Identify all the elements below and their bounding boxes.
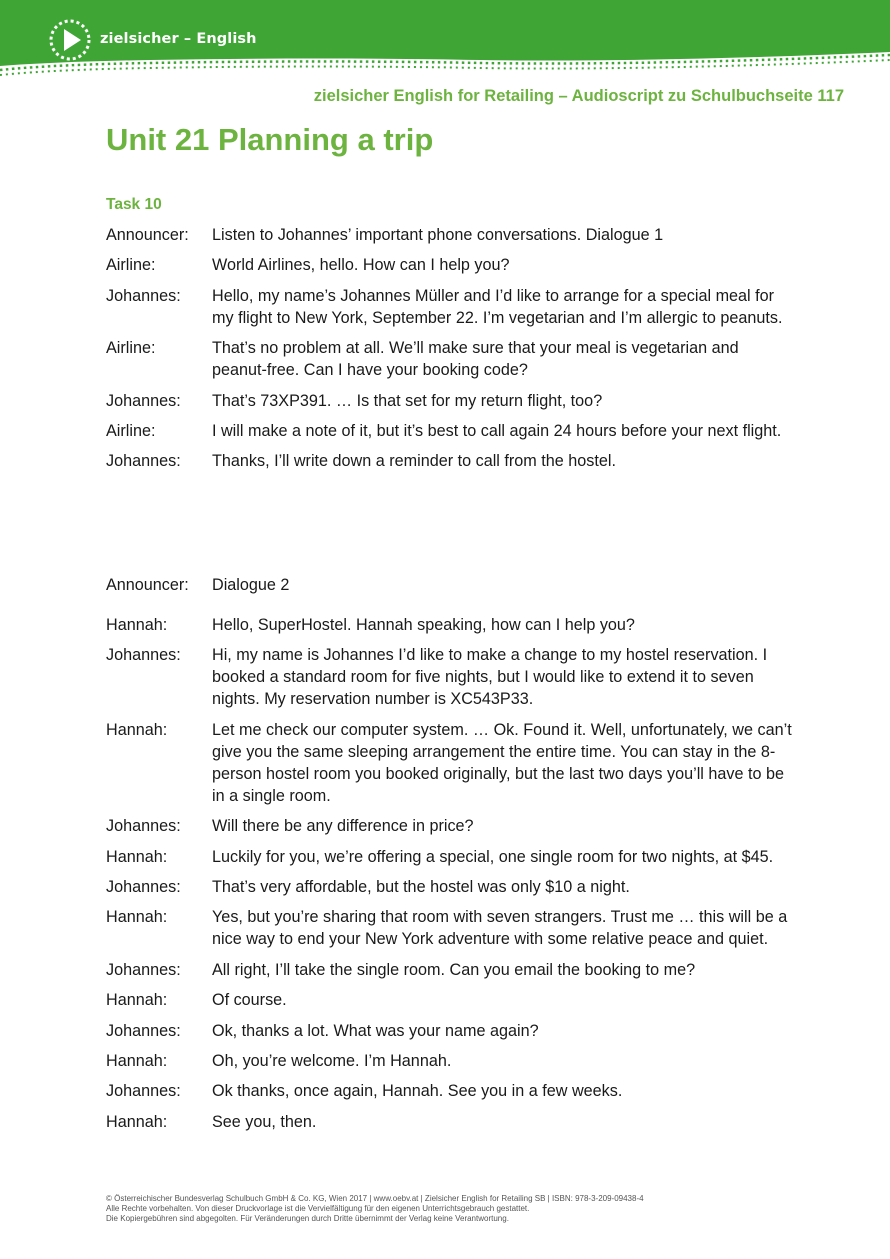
dialogue-line xyxy=(106,846,796,868)
dialogue-line xyxy=(106,989,796,1011)
utterance: That’s 73XP391. … Is that set for my return flight, too? xyxy=(212,391,603,410)
footer-line: Alle Rechte vorbehalten. Von dieser Druckvorlage ist die Vervielfältigung für den eigenen Unterrichtsgebrauch gestattet. xyxy=(106,1204,530,1213)
utterance: That’s no problem at all. We’ll make sure that your meal is vegetarian and peanut-free. Can I have your booking code? xyxy=(212,339,739,380)
dialogue-line xyxy=(106,1050,796,1072)
dialogue-line xyxy=(106,420,796,442)
utterance: Listen to Johannes’ important phone conversations. Dialogue 1 xyxy=(212,226,664,244)
dialogue-line xyxy=(106,1020,796,1042)
speaker: Hannah: xyxy=(106,1112,168,1131)
utterance: Ok, thanks a lot. What was your name again? xyxy=(212,1021,539,1040)
dialogue-line xyxy=(106,390,796,412)
speaker: Johannes: xyxy=(106,646,181,665)
page-title: Unit 21 Planning a trip xyxy=(106,122,434,157)
speaker: Announcer: xyxy=(106,576,189,594)
footer-line: Die Kopiergebühren sind abgegolten. Für Veränderungen durch Dritte übernimmt der Verlag keine Verantwortung. xyxy=(106,1214,509,1223)
speaker: Johannes: xyxy=(106,452,181,471)
speaker: Airline: xyxy=(106,421,156,440)
dialogue-line xyxy=(106,906,796,950)
speaker: Johannes: xyxy=(106,817,181,836)
dialogue-line xyxy=(106,815,796,837)
speaker: Hannah: xyxy=(106,991,168,1010)
dialogue-line xyxy=(106,719,796,807)
speaker: Johannes: xyxy=(106,1021,181,1040)
dialogue-line xyxy=(106,574,796,596)
dialogue-line xyxy=(106,224,796,246)
dialogue-line xyxy=(106,450,796,472)
dialogue-line xyxy=(106,959,796,981)
speaker: Hannah: xyxy=(106,847,168,866)
footer-line: © Österreichischer Bundesverlag Schulbuch GmbH & Co. KG, Wien 2017 | www.oebv.at | Zielsicher English for Retailing SB | ISBN: 978-3-209-09438-4 xyxy=(106,1194,644,1203)
utterance: Dialogue 2 xyxy=(212,576,290,594)
utterance: Yes, but you’re sharing that room with seven strangers. Trust me … this will be a nice way to end your New York adventure with some relative peace and quiet. xyxy=(212,908,788,949)
speaker: Johannes: xyxy=(106,1082,181,1101)
dialogue-1 xyxy=(106,224,796,481)
speaker: Johannes: xyxy=(106,877,181,896)
utterance: I will make a note of it, but it’s best to call again 24 hours before your next flight. xyxy=(212,421,782,440)
play-logo-icon xyxy=(48,18,92,62)
task-label: Task 10 xyxy=(106,196,162,213)
utterance: See you, then. xyxy=(212,1112,317,1131)
utterance: Hello, my name’s Johannes Müller and I’d like to arrange for a special meal for my flight to New York, September 22. I’m vegetarian and I’m allergic to peanuts. xyxy=(212,286,783,327)
utterance: Will there be any difference in price? xyxy=(212,817,474,836)
copyright-footer xyxy=(106,1194,644,1224)
speaker: Announcer: xyxy=(106,226,189,244)
utterance: Luckily for you, we’re offering a special, one single room for two nights, at $45. xyxy=(212,847,774,866)
dialogue-2 xyxy=(106,574,796,1141)
dialogue-line xyxy=(106,254,796,276)
page-subtitle: zielsicher English for Retailing – Audioscript zu Schulbuchseite 117 xyxy=(313,87,844,105)
speaker: Hannah: xyxy=(106,1051,168,1070)
brand-name: zielsicher – English xyxy=(100,31,257,47)
speaker: Hannah: xyxy=(106,616,168,634)
utterance: Of course. xyxy=(212,991,287,1010)
utterance: Ok thanks, once again, Hannah. See you in a few weeks. xyxy=(212,1082,623,1101)
dialogue-line xyxy=(106,337,796,381)
utterance: All right, I’ll take the single room. Can you email the booking to me? xyxy=(212,960,696,979)
speaker: Hannah: xyxy=(106,720,168,739)
dialogue-line xyxy=(106,1080,796,1102)
utterance: World Airlines, hello. How can I help you? xyxy=(212,256,510,275)
utterance: Let me check our computer system. … Ok. Found it. Well, unfortunately, we can’t give you the same sleeping arrangement the entire time. You can stay in the 8-person hostel room you booked originally, but the last two days you’ll have to be in a single room. xyxy=(212,720,792,805)
speaker: Johannes: xyxy=(106,391,181,410)
speaker: Airline: xyxy=(106,256,156,275)
dialogue-line xyxy=(106,644,796,710)
utterance: That’s very affordable, but the hostel was only $10 a night. xyxy=(212,877,630,896)
dialogue-line xyxy=(106,614,796,636)
header-banner xyxy=(0,0,890,80)
utterance: Hello, SuperHostel. Hannah speaking, how can I help you? xyxy=(212,616,635,634)
dialogue-line xyxy=(106,876,796,898)
utterance: Hi, my name is Johannes I’d like to make a change to my hostel reservation. I booked a standard room for five nights, but I would like to extend it to seven nights. My reservation number is XC543P33. xyxy=(212,646,768,709)
utterance: Thanks, I’ll write down a reminder to call from the hostel. xyxy=(212,452,616,471)
speaker: Airline: xyxy=(106,339,156,358)
dialogue-line xyxy=(106,285,796,329)
speaker: Hannah: xyxy=(106,908,168,927)
speaker: Johannes: xyxy=(106,286,181,305)
speaker: Johannes: xyxy=(106,960,181,979)
utterance: Oh, you’re welcome. I’m Hannah. xyxy=(212,1051,452,1070)
dialogue-line xyxy=(106,1111,796,1133)
